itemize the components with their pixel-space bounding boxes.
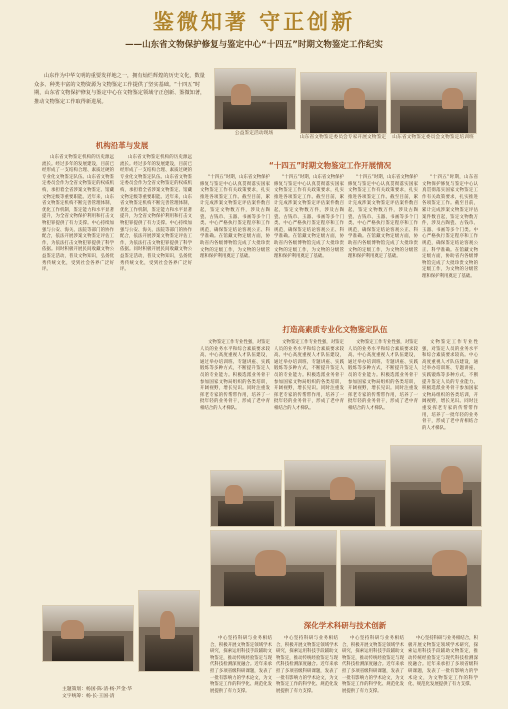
photo-meeting xyxy=(284,460,386,527)
lead-paragraph: 山东作为中华文明的重要发祥地之一，拥有灿烂辉煌的历史文化，数量众多、种类丰富的文物资源为文物鉴定工作提供了坚实基础。“十四五”时期，山东省文物保护修复与鉴定中心在文物鉴定领域守正创新、鉴微知著，推动文物鉴定工作取得新进展。 xyxy=(34,73,206,105)
photo-workshop xyxy=(210,470,282,527)
body-column: 中心坚持科研与业务相结合，积极开展文物鉴定领域学术研究，探索运用科技手段辅助文物鉴定，推动传统经验鉴定与现代科技检测深度融合。近年来承担了多项省级科研课题，发表了一批有影响力的学术论文，为文物鉴定工作的科学化、规范化发展提供了有力支撑。 xyxy=(342,636,404,694)
photo-caption: 山东省文物鉴定委员会文物鉴定培训班 xyxy=(392,135,474,140)
credits xyxy=(62,687,132,700)
body-column: “十四五”时期，山东省文物保护修复与鉴定中心认真贯彻落实国家文物鉴定工作有关政策要求，扎实推进各项鉴定工作。截至目前，累计完成涉案文物鉴定评估案件数百起，鉴定文物数万件，涉及古陶瓷、古钱币、玉器、书画等多个门类。中心严格执行鉴定程序和工作规范，确保鉴定结论客观公正、科学准确。在馆藏文物定级方面，协助省内各级博物馆完成了大批珍贵文物的定级工作，为文物的分级管理和保护利用奠定了基础。 xyxy=(274,175,344,260)
body-column: 山东省文物鉴定机构的历史源远流长。经过多年的发展建设，目前已经形成了一支结构合理、素质过硬的专业化文物鉴定队伍。山东省文物鉴定委员会作为全省文物鉴定的权威机构，承担着全省涉案文物鉴定、馆藏文物定级等重要职能。近年来，山东省文物鉴定机构不断完善管理体制，优化工作机制，鉴定能力和水平显著提升，为全省文物保护利用和打击文物犯罪提供了有力支撑。中心持续加强与公安、海关、法院等部门的协作配合，依法开展涉案文物鉴定评估工作，为依法打击文物犯罪提供了科学依据。同时积极开展民间收藏文物公益鉴定活动，普及文物知识，弘扬优秀传统文化，受到社会各界广泛好评。 xyxy=(42,155,114,273)
body-column: “十四五”时期，山东省文物保护修复与鉴定中心认真贯彻落实国家文物鉴定工作有关政策要求，扎实推进各项鉴定工作。截至目前，累计完成涉案文物鉴定评估案件数百起，鉴定文物数万件，涉及古陶瓷、古钱币、玉器、书画等多个门类。中心严格执行鉴定程序和工作规范，确保鉴定结论客观公正、科学准确。在馆藏文物定级方面，协助省内各级博物馆完成了大批珍贵文物的定级工作，为文物的分级管理和保护利用奠定了基础。 xyxy=(422,175,478,279)
section-title: 打造高素质专业化文物鉴定队伍 xyxy=(282,325,388,334)
photo-training-class xyxy=(390,72,477,134)
section-title: 机构沿革与发展 xyxy=(40,140,204,151)
body-column: 文物鉴定工作专业性强，对鉴定人员的业务水平和综合素质要求较高。中心高度重视人才队伍建设，通过举办培训班、专题讲座、实践锻炼等多种方式，不断提升鉴定人员的专业能力。积极选派业务骨干参加国家文物局组织的各类培训，开阔视野，增长见识。同时注重发挥老专家的传帮带作用，培养了一批年轻的业务骨干，形成了老中青相结合的人才梯队。 xyxy=(200,340,270,411)
body-column: “十四五”时期，山东省文物保护修复与鉴定中心认真贯彻落实国家文物鉴定工作有关政策要求，扎实推进各项鉴定工作。截至目前，累计完成涉案文物鉴定评估案件数百起，鉴定文物数万件，涉及古陶瓷、古钱币、玉器、书画等多个门类。中心严格执行鉴定程序和工作规范，确保鉴定结论客观公正、科学准确。在馆藏文物定级方面，协助省内各级博物馆完成了大批珍贵文物的定级工作，为文物的分级管理和保护利用奠定了基础。 xyxy=(200,175,270,260)
section-title: 深化学术科研与技术创新 xyxy=(303,621,387,630)
body-column: 文物鉴定工作专业性强，对鉴定人员的业务水平和综合素质要求较高。中心高度重视人才队伍建设，通过举办培训班、专题讲座、实践锻炼等多种方式，不断提升鉴定人员的专业能力。积极选派业务骨干参加国家文物局组织的各类培训，开阔视野，增长见识。同时注重发挥老专家的传帮带作用，培养了一批年轻的业务骨干，形成了老中青相结合的人才梯队。 xyxy=(422,340,478,431)
header xyxy=(0,0,508,60)
body-column: “十四五”时期，山东省文物保护修复与鉴定中心认真贯彻落实国家文物鉴定工作有关政策要求，扎实推进各项鉴定工作。截至目前，累计完成涉案文物鉴定评估案件数百起，鉴定文物数万件，涉及古陶瓷、古钱币、玉器、书画等多个门类。中心严格执行鉴定程序和工作规范，确保鉴定结论客观公正、科学准确。在馆藏文物定级方面，协助省内各级博物馆完成了大批珍贵文物的定级工作，为文物的分级管理和保护利用奠定了基础。 xyxy=(348,175,418,260)
photo-caption: 公益鉴定活动现场 xyxy=(234,131,274,136)
body-column: 山东省文物鉴定机构的历史源远流长。经过多年的发展建设，目前已经形成了一支结构合理、素质过硬的专业化文物鉴定队伍。山东省文物鉴定委员会作为全省文物鉴定的权威机构，承担着全省涉案文物鉴定、馆藏文物定级等重要职能。近年来，山东省文物鉴定机构不断完善管理体制，优化工作机制，鉴定能力和水平显著提升，为全省文物保护利用和打击文物犯罪提供了有力支撑。中心持续加强与公安、海关、法院等部门的协作配合，依法开展涉案文物鉴定评估工作，为依法打击文物犯罪提供了科学依据。同时积极开展民间收藏文物公益鉴定活动，普及文物知识，弘扬优秀传统文化，受到社会各界广泛好评。 xyxy=(120,155,192,273)
photo-seminar xyxy=(210,530,337,607)
photo-appraisal-event xyxy=(214,68,296,130)
body-column: 文物鉴定工作专业性强，对鉴定人员的业务水平和综合素质要求较高。中心高度重视人才队伍建设，通过举办培训班、专题讲座、实践锻炼等多种方式，不断提升鉴定人员的专业能力。积极选派业务骨干参加国家文物局组织的各类培训，开阔视野，增长见识。同时注重发挥老专家的传帮带作用，培养了一批年轻的业务骨干，形成了老中青相结合的人才梯队。 xyxy=(274,340,344,411)
credit-line: 文字统筹：杨·长·王国·清 xyxy=(62,693,115,699)
page-subtitle: ——山东省文物保护修复与鉴定中心“十四五”时期文物鉴定工作纪实 xyxy=(125,40,383,50)
photo-training xyxy=(340,530,482,607)
body-column: 中心坚持科研与业务相结合，积极开展文物鉴定领域学术研究，探索运用科技手段辅助文物鉴定，推动传统经验鉴定与现代科技检测深度融合。近年来承担了多项省级科研课题，发表了一批有影响力的学术论文，为文物鉴定工作的科学化、规范化发展提供了有力支撑。 xyxy=(276,636,338,694)
body-column: 中心坚持科研与业务相结合，积极开展文物鉴定领域学术研究，探索运用科技手段辅助文物鉴定，推动传统经验鉴定与现代科技检测深度融合。近年来承担了多项省级科研课题，发表了一批有影响力的学术论文，为文物鉴定工作的科学化、规范化发展提供了有力支撑。 xyxy=(210,636,272,694)
photo-expert-appraisal xyxy=(300,72,387,134)
body-column: 文物鉴定工作专业性强，对鉴定人员的业务水平和综合素质要求较高。中心高度重视人才队伍建设，通过举办培训班、专题讲座、实践锻炼等多种方式，不断提升鉴定人员的专业能力。积极选派业务骨干参加国家文物局组织的各类培训，开阔视野，增长见识。同时注重发挥老专家的传帮带作用，培养了一批年轻的业务骨干，形成了老中青相结合的人才梯队。 xyxy=(348,340,418,411)
photo-caption: 山东省文物鉴定委员会专家开展文物鉴定 xyxy=(299,135,387,140)
page-title: 鉴微知著 守正创新 xyxy=(152,9,356,34)
section-title: “十四五”时期文物鉴定工作开展情况 xyxy=(268,161,392,170)
photo-expert xyxy=(138,590,200,672)
body-column: 中心坚持科研与业务相结合，积极开展文物鉴定领域学术研究，探索运用科技手段辅助文物鉴定，推动传统经验鉴定与现代科技检测深度融合。近年来承担了多项省级科研课题，发表了一批有影响力的学术论文，为文物鉴定工作的科学化、规范化发展提供了有力支撑。 xyxy=(408,636,478,688)
photo-ceramics xyxy=(42,605,134,662)
credit-line: 主题策划：杨国·陈·清·杨·芦金·华 xyxy=(62,687,132,692)
photo-artifact xyxy=(390,445,482,527)
